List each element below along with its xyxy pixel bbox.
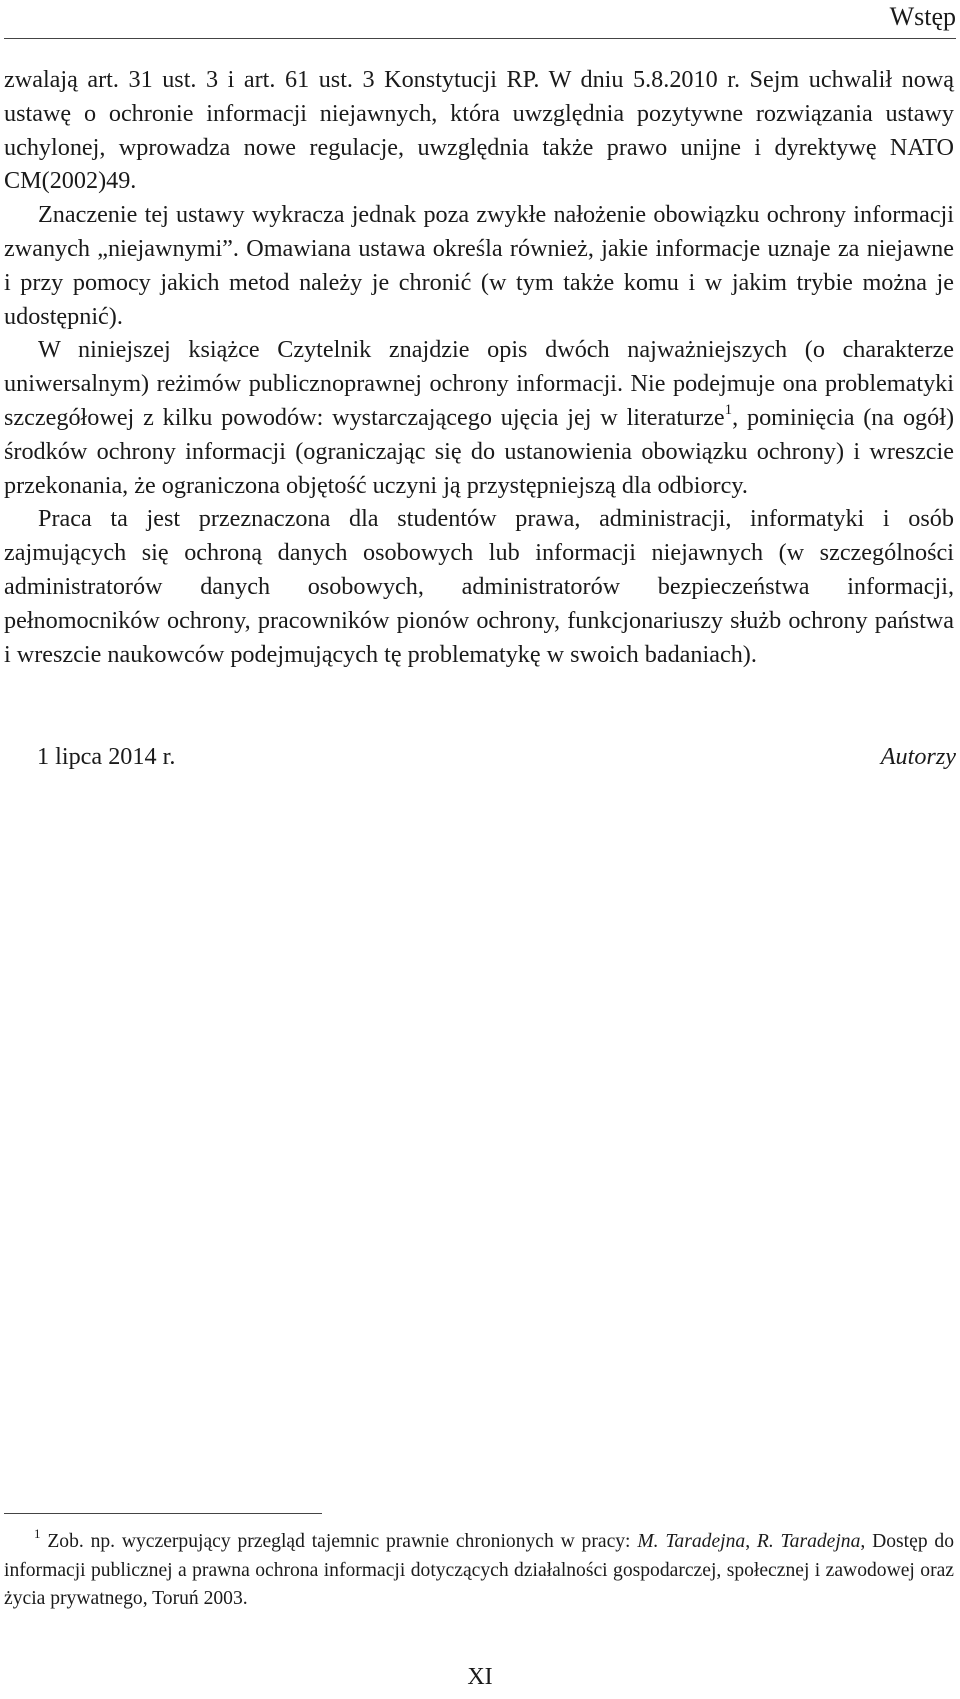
footnote-rule (4, 1513, 322, 1514)
footnote-lead: Zob. np. wyczerpujący przegląd tajemnic prawnie chronionych w pracy: (47, 1531, 638, 1552)
paragraph-3 (4, 333, 954, 502)
footnote-citation: , Dostęp do informacji publicznej a prawna ochrona informacji dotyczących działalności gospodarczej, społecznej i zawodowej oraz życia prywatnego, Toruń 2003. (4, 1531, 955, 1609)
paragraph-4: Praca ta jest przeznaczona dla studentów prawa, administracji, informatyki i osób zajmujących się ochroną danych osobowych lub informacji niejawnych (w szczególności administratorów danych osobowych, administratorów bezpieczeństwa informacji, pełnomocników ochrony, pracowników pionów ochrony, funkcjonariuszy służb ochrony państwa i wreszcie naukowców podejmujących tę problematykę w swoich badaniach). (4, 505, 954, 668)
paragraph-3-end: , pominięcia (na ogół) środków ochrony informacji (ograniczając się do ustanowienia obowiązku ochrony) i wreszcie przekonania, że ograniczona objętość uczyni ją przystępniejszą dla odbiorcy. (4, 403, 955, 499)
body-text (4, 63, 954, 671)
page-number: XI (467, 1664, 493, 1690)
footnote-reference: 1 (724, 401, 733, 418)
signature-authors: Autorzy (880, 743, 956, 770)
footnote-separator: , (745, 1531, 757, 1552)
paragraph-2: Znaczenie tej ustawy wykracza jednak poza zwykłe nałożenie obowiązku ochrony informacji zwanych „niejawnymi”. Omawiana ustawa określa również, jakie informacje uznaje za niejawne i przy pomocy jakich metod należy je chronić (w tym także komu i w jakim trybie można je udostępnić). (4, 201, 954, 330)
footnote-number: 1 (34, 1526, 41, 1542)
footnote-author-1: M. Taradejna (637, 1531, 746, 1552)
header-rule (4, 38, 956, 39)
footnote (4, 1528, 954, 1614)
footnote-author-2: R. Taradejna (756, 1531, 861, 1552)
running-head: Wstęp (889, 2, 956, 31)
paragraph-3-start: W niniejszej książce Czytelnik znajdzie opis dwóch najważniejszych (o charakterze uniwersalnym) reżimów publicznoprawnej ochrony informacji. Nie podejmuje ona problematyki szczegółowej z kilku powodów: wystarczającego ujęcia jej w literaturze (4, 336, 954, 431)
paragraph-1: zwalają art. 31 ust. 3 i art. 61 ust. 3 Konstytucji RP. W dniu 5.8.2010 r. Sejm uchwalił nową ustawę o ochronie informacji niejawnych, która uwzględnia pozytywne rozwiązania ustawy uchylonej, wprowadza nowe regulacje, uwzględnia także prawo unijne i dyrektywę NATO CM(2002)49. (4, 66, 954, 195)
signature-date: 1 lipca 2014 r. (37, 743, 176, 770)
